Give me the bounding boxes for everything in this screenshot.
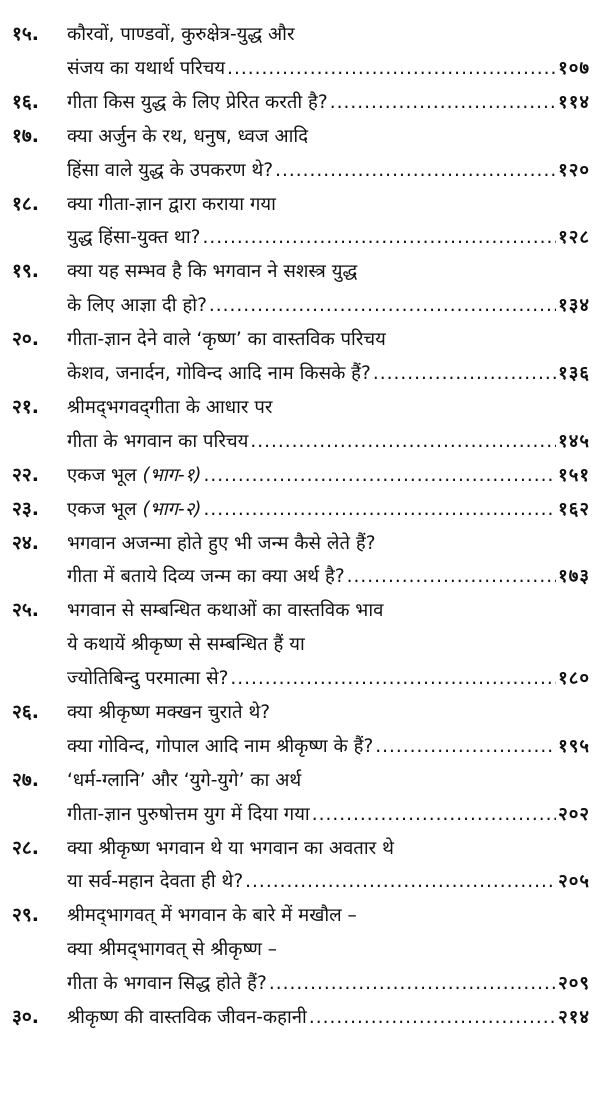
toc-entry[interactable]: [0, 832, 600, 900]
entry-part-label: (भाग-२): [136, 498, 202, 520]
toc-entry[interactable]: [0, 255, 600, 323]
entry-title-line: श्रीकृष्ण की वास्तविक जीवन-कहानी: [67, 1007, 307, 1029]
toc-entry[interactable]: [0, 18, 600, 86]
page-number: १८०: [558, 668, 590, 690]
dot-leader: [230, 662, 556, 695]
entry-title-line: क्या यह सम्भव है कि भगवान ने सशस्त्र युद्ध: [67, 261, 358, 283]
entry-number: २३.: [12, 497, 39, 520]
page-number: २०९: [558, 973, 590, 995]
page-number: १५१: [558, 464, 590, 486]
toc-entry[interactable]: [0, 527, 600, 595]
page-number: १९५: [558, 735, 590, 757]
toc-entry[interactable]: [0, 120, 600, 188]
entry-title-line: हिंसा वाले युद्ध के उपकरण थे?: [67, 159, 274, 181]
entry-title-line: क्या श्रीमद्‌भागवत् से श्रीकृष्ण –: [67, 939, 277, 961]
page-number: १२०: [558, 159, 590, 181]
entry-title-line: एकज भूल: [67, 464, 137, 486]
entry-title-line: गीता के भगवान का परिचय: [67, 430, 249, 452]
toc-entry[interactable]: [0, 86, 600, 120]
entry-title-line: कौरवों, पाण्डवों, कुरुक्षेत्र-युद्ध और: [67, 24, 295, 45]
entry-title-line: क्या गोविन्द, गोपाल आदि नाम श्रीकृष्ण के हैं?: [67, 735, 374, 757]
entry-number: २६.: [12, 701, 39, 723]
toc-entry[interactable]: [0, 764, 600, 832]
entry-number: २१.: [12, 395, 39, 418]
entry-number: ३०.: [12, 1006, 39, 1029]
entry-number: १५.: [12, 23, 39, 45]
entry-title-line: गीता में बताये दिव्य जन्म का क्या अर्थ है?: [67, 566, 345, 588]
entry-title-line: युद्ध हिंसा-युक्त था?: [67, 227, 201, 249]
entry-number: २८.: [12, 836, 39, 859]
entry-number: २०.: [12, 328, 39, 351]
toc-entry[interactable]: [0, 459, 600, 493]
dot-leader: [203, 493, 556, 526]
dot-leader: [375, 730, 556, 763]
entry-title-line: श्रीमद्‌भगवद्‌गीता के आधार पर: [67, 396, 273, 418]
page-number: १३४: [558, 295, 590, 317]
dot-leader: [203, 459, 556, 492]
toc-entry[interactable]: [0, 899, 600, 1001]
entry-number: २४.: [12, 531, 39, 554]
page-number: १६२: [558, 498, 590, 520]
entry-title-line: गीता के भगवान सिद्ध होते हैं?: [67, 973, 267, 995]
entry-number: १७.: [12, 124, 39, 147]
dot-leader: [245, 865, 556, 898]
entry-title-line: ये कथायें श्रीकृष्ण से सम्बन्धित हैं या: [67, 634, 305, 656]
entry-title-line: के लिए आज्ञा दी हो?: [67, 295, 207, 317]
entry-title-line: एकज भूल: [67, 498, 137, 520]
toc-entry[interactable]: [0, 1001, 600, 1035]
dot-leader: [209, 289, 556, 322]
page-number: १७३: [558, 566, 590, 588]
page-number: १२८: [558, 227, 590, 249]
entry-number: १६.: [12, 90, 39, 113]
entry-title-line: क्या श्रीकृष्ण मक्खन चुराते थे?: [67, 702, 271, 723]
entry-title-line: संजय का यथार्थ परिचय: [67, 57, 226, 79]
dot-leader: [202, 221, 556, 254]
dot-leader: [373, 357, 556, 390]
dot-leader: [309, 1001, 556, 1034]
page-number: १०७: [558, 57, 590, 79]
entry-part-label: (भाग-१): [136, 464, 202, 486]
page-number: १३६: [558, 362, 590, 384]
entry-title-line: क्या श्रीकृष्ण भगवान थे या भगवान का अवतार थे: [67, 837, 394, 859]
page-number: १४५: [558, 430, 590, 452]
dot-leader: [250, 425, 556, 458]
entry-number: १८.: [12, 192, 39, 215]
page-number: २१४: [558, 1007, 590, 1029]
toc-entry[interactable]: [0, 323, 600, 391]
entry-number: १९.: [12, 260, 39, 283]
toc-entry[interactable]: [0, 594, 600, 696]
entry-title-line: ‘धर्म-ग्लानि’ और ‘युगे-युगे’ का अर्थ: [67, 769, 302, 791]
dot-leader: [227, 52, 556, 85]
entry-number: २५.: [12, 599, 39, 622]
page-number: ११४: [558, 91, 590, 113]
dot-leader: [275, 154, 556, 187]
entry-title-line: श्रीमद्‌भागवत् में भगवान के बारे में मखौल –: [67, 905, 357, 927]
entry-title-line: क्या अर्जुन के रथ, धनुष, ध्वज आदि: [67, 125, 309, 147]
entry-number: २२.: [12, 463, 39, 486]
entry-title-line: भगवान अजन्मा होते हुए भी जन्म कैसे लेते हैं?: [67, 532, 376, 554]
entry-title-line: भगवान से सम्बन्धित कथाओं का वास्तविक भाव: [67, 600, 384, 622]
entry-title-line: गीता-ज्ञान पुरुषोत्तम युग में दिया गया: [67, 803, 310, 825]
entry-title-line: क्या गीता-ज्ञान द्वारा कराया गया: [67, 193, 276, 215]
dot-leader: [330, 86, 556, 119]
dot-leader: [269, 967, 556, 1000]
entry-number: २७.: [12, 768, 39, 791]
entry-title-line: या सर्व-महान देवता ही थे?: [67, 871, 244, 893]
dot-leader: [347, 560, 556, 593]
entry-title-line: केशव, जनार्दन, गोविन्द आदि नाम किसके हैं?: [67, 362, 371, 384]
page-number: २०२: [558, 803, 590, 825]
entry-title-line: ज्योतिबिन्दु परमात्मा से?: [67, 668, 229, 690]
toc-entry[interactable]: [0, 391, 600, 459]
toc-entry[interactable]: [0, 696, 600, 764]
entry-number: २९.: [12, 904, 39, 927]
toc-entry[interactable]: [0, 188, 600, 256]
page-number: २०५: [558, 871, 590, 893]
dot-leader: [312, 798, 556, 831]
entry-title-line: गीता किस युद्ध के लिए प्रेरित करती है?: [67, 91, 328, 113]
entry-title-line: गीता-ज्ञान देने वाले ‘कृष्ण’ का वास्तविक परिचय: [67, 329, 386, 351]
toc-entry[interactable]: [0, 493, 600, 527]
